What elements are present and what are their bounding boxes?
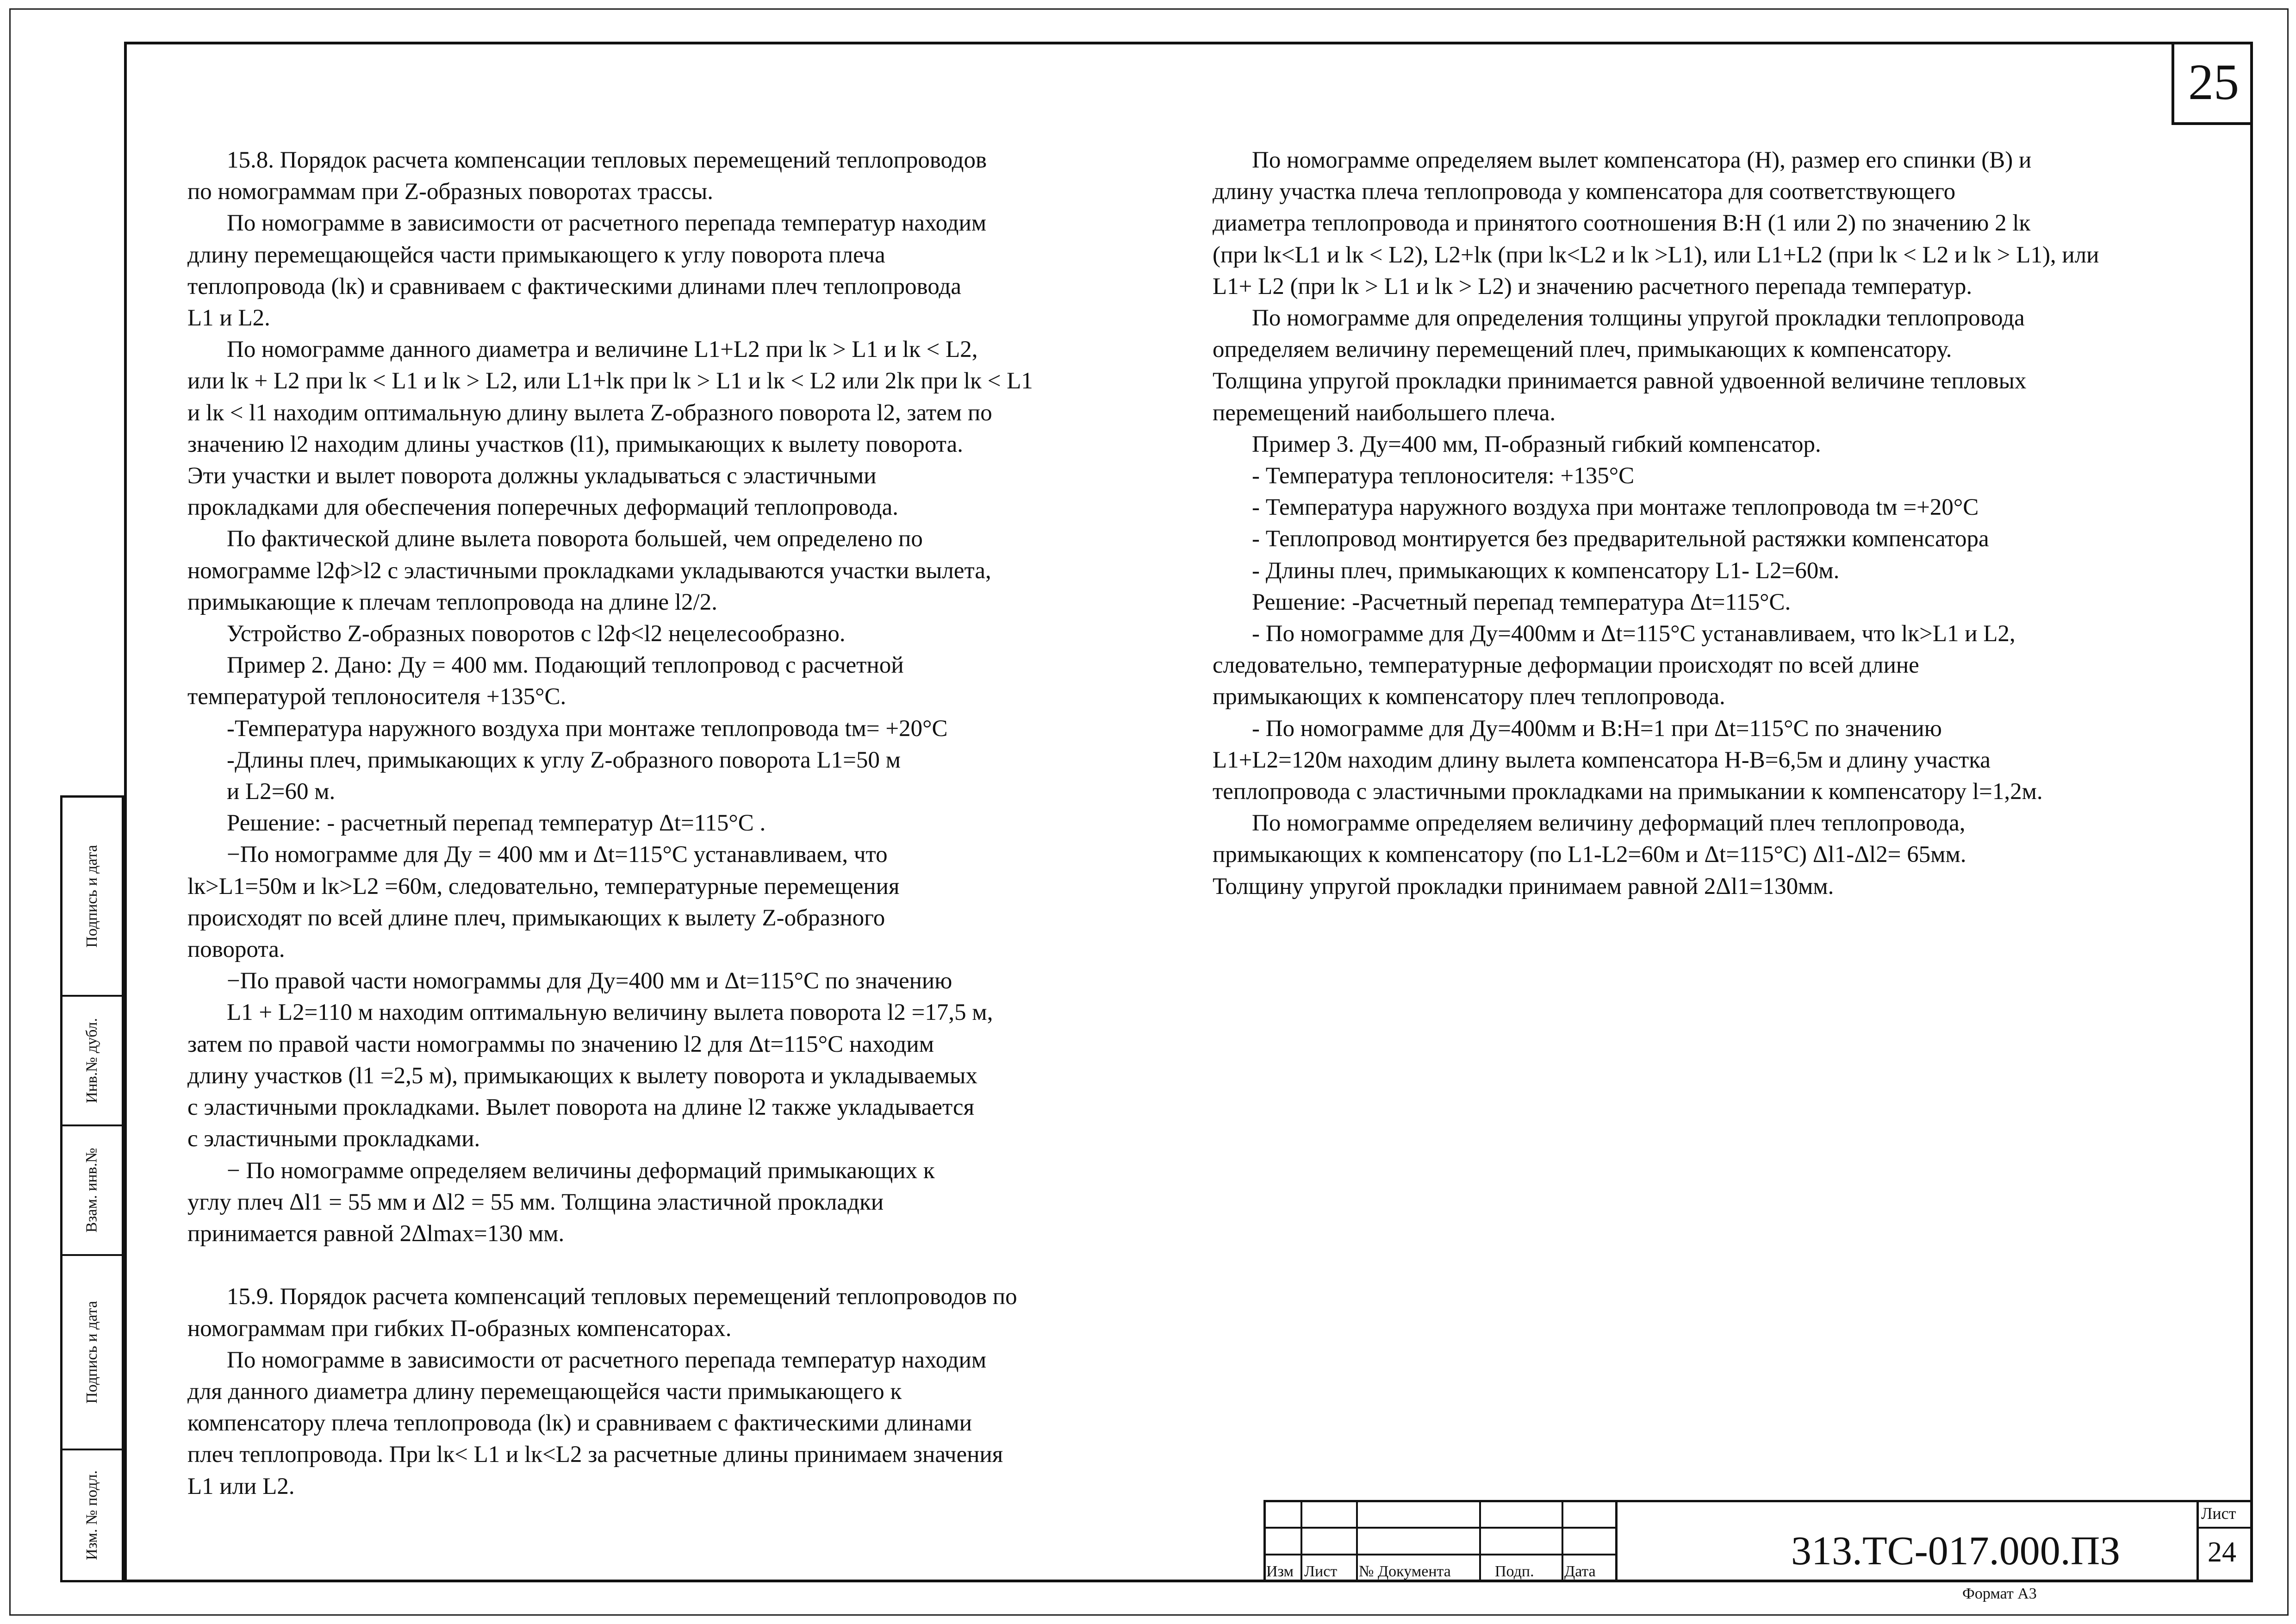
text-line: - По номограмме для Ду=400мм и Δt=115°С устанавливаем, что lк>L1 и L2, (1252, 621, 2016, 647)
right-text-column (1213, 144, 2099, 902)
text-line: - Температура наружного воздуха при монтаже теплопровода tм =+20°С (1252, 494, 1979, 521)
grid-line (1615, 1500, 1618, 1582)
text-line: температурой теплоносителя +135°С. (187, 684, 566, 710)
text-line: 15.9. Порядок расчета компенсаций тепловых перемещений теплопроводов по (227, 1284, 1017, 1310)
col-label-document: № Документа (1359, 1563, 1451, 1580)
binding-strip (60, 795, 124, 1582)
col-label-izm: Изм (1266, 1563, 1294, 1580)
binding-cell (62, 1450, 122, 1580)
text-line: углу плеч Δl1 = 55 мм и Δl2 = 55 мм. Толщина эластичной прокладки (187, 1189, 884, 1215)
col-label-list: Лист (1304, 1563, 1338, 1580)
text-line: lк>L1=50м и lк>L2 =60м, следовательно, температурные перемещения (187, 873, 900, 899)
text-line: примыкающих к компенсатору (по L1-L2=60м и Δt=115°С) Δl1-Δl2= 65мм. (1213, 842, 1966, 868)
grid-line (2196, 1527, 2253, 1529)
grid-line (1562, 1500, 1563, 1582)
binding-cell (62, 997, 122, 1126)
text-line: По номограмме определяем величину деформаций плеч теплопровода, (1252, 810, 1966, 837)
text-line: (при lк<L1 и lк < L2), L2+lк (при lк<L2 и lк >L1), или L1+L2 (при lк < L2 и lк > L1), или (1213, 242, 2099, 268)
text-line: L1 или L2. (187, 1473, 295, 1499)
binding-label: Инв.№ дубл. (83, 1018, 101, 1104)
binding-cell (62, 798, 122, 997)
binding-label: Взам. инв.№ (83, 1148, 101, 1233)
text-line: прокладками для обеспечения поперечных деформаций теплопровода. (187, 494, 899, 521)
text-line: L1 + L2=110 м находим оптимальную величину вылета поворота l2 =17,5 м, (227, 999, 993, 1026)
text-line: - Длины плеч, примыкающих к компенсатору L1- L2=60м. (1252, 557, 1840, 584)
text-line: плеч теплопровода. При lк< L1 и lк<L2 за расчетные длины принимаем значения (187, 1442, 1003, 1468)
grid-line (1615, 1500, 2253, 1502)
text-line: компенсатору плеча теплопровода (lк) и сравниваем с фактическими длинами (187, 1410, 972, 1437)
col-label-date: Дата (1564, 1563, 1596, 1580)
text-line: происходят по всей длине плеч, примыкающих к вылету Z-образного (187, 905, 885, 931)
text-line: - Теплопровод монтируется без предварительной растяжки компенсатора (1252, 526, 1989, 552)
text-line: - Температура теплоносителя: +135°С (1252, 463, 1635, 489)
text-line: -Температура наружного воздуха при монтаже теплопровода tм= +20°С (227, 715, 948, 742)
text-line: 15.8. Порядок расчета компенсации тепловых перемещений теплопроводов (227, 147, 987, 173)
text-line: номограммам при гибких П-образных компенсаторах. (187, 1315, 732, 1342)
text-line: принимается равной 2Δlmax=130 мм. (187, 1220, 565, 1247)
text-line: или lк + L2 при lк < L1 и lк > L2, или L1+lк при lк > L1 и lк < L2 или 2lк при lк < L1 (187, 368, 1033, 394)
text-line: и L2=60 м. (227, 779, 336, 805)
text-line: Решение: - расчетный перепад температур Δt=115°С . (227, 810, 766, 837)
grid-line (1300, 1500, 1302, 1582)
sheet-number: 24 (2208, 1537, 2236, 1568)
text-line: номограмме l2ф>l2 с эластичными прокладками укладываются участки вылета, (187, 557, 991, 584)
text-line: теплопровода с эластичными прокладками на примыкании к компенсатору l=1,2м. (1213, 779, 2043, 805)
text-line: затем по правой части номограммы по значению l2 для Δt=115°С находим (187, 1031, 934, 1057)
text-line: −По правой части номограммы для Ду=400 мм и Δt=115°С по значению (227, 968, 952, 994)
text-line: поворота. (187, 937, 285, 963)
grid-line (1263, 1500, 1266, 1582)
binding-label: Подпись и дата (83, 845, 100, 948)
text-line: примыкающих к компенсатору плеч теплопровода. (1213, 684, 1725, 710)
grid-line (2196, 1500, 2199, 1582)
text-line: примыкающие к плечам теплопровода на длине l2/2. (187, 589, 717, 615)
text-line: По номограмме для определения толщины упругой прокладки теплопровода (1252, 305, 2025, 331)
text-line: перемещений наибольшего плеча. (1213, 400, 1556, 426)
text-line: и lк < l1 находим оптимальную длину вылета Z-образного поворота l2, затем по (187, 400, 992, 426)
text-line: длину перемещающейся части примыкающего к углу поворота плеча (187, 242, 885, 268)
text-line: - По номограмме для Ду=400мм и В:Н=1 при Δt=115°С по значению (1252, 715, 1942, 742)
col-label-signature: Подп. (1495, 1563, 1534, 1580)
text-line: L1 и L2. (187, 305, 270, 331)
text-line: Толщина упругой прокладки принимается равной удвоенной величине тепловых (1213, 368, 2027, 394)
sheet-label: Лист (2201, 1504, 2236, 1523)
text-line: −По номограмме для Ду = 400 мм и Δt=115°С устанавливаем, что (227, 842, 888, 868)
text-line: диаметра теплопровода и принятого соотношения В:Н (1 или 2) по значению 2 lк (1213, 210, 2031, 237)
page-number-top: 25 (2172, 42, 2253, 125)
format-label: Формат А3 (1962, 1585, 2037, 1602)
text-line: для данного диаметра длину перемещающейся части примыкающего к (187, 1378, 902, 1405)
text-line: длину участка плеча теплопровода у компенсатора для соответствующего (1213, 179, 1956, 205)
text-line: с эластичными прокладками. (187, 1126, 480, 1152)
text-line: Эти участки и вылет поворота должны укладываться с эластичными (187, 463, 877, 489)
text-line: По номограмме определяем вылет компенсатора (Н), размер его спинки (В) и (1252, 147, 2032, 173)
title-block (1263, 1500, 2253, 1582)
text-line: Устройство Z-образных поворотов с l2ф<l2 нецелесообразно. (227, 621, 846, 647)
text-line: − По номограмме определяем величины деформаций примыкающих к (227, 1157, 935, 1184)
example-3-heading: Пример 3. Ду=400 мм, П-образный гибкий компенсатор. (1252, 431, 1821, 457)
binding-label: Подпись и дата (83, 1301, 100, 1404)
text-line: следовательно, температурные деформации происходят по всей длине (1213, 652, 1919, 679)
binding-label: Изм. № подл. (83, 1470, 101, 1560)
blank-line (187, 1249, 1033, 1281)
text-line: определяем величину перемещений плеч, примыкающих к компенсатору. (1213, 337, 1952, 363)
text-line: с эластичными прокладками. Вылет поворота на длине l2 также укладывается (187, 1094, 975, 1121)
text-line: теплопровода (lк) и сравниваем с фактическими длинами плеч теплопровода (187, 273, 961, 300)
text-line: -Длины плеч, примыкающих к углу Z-образного поворота L1=50 м (227, 747, 901, 773)
grid-line (1356, 1500, 1358, 1582)
text-line: Толщину упругой прокладки принимаем равной 2Δl1=130мм. (1213, 873, 1834, 899)
text-line: По фактической длине вылета поворота большей, чем определено по (227, 526, 923, 552)
text-line: L1+L2=120м находим длину вылета компенсатора Н-В=6,5м и длину участка (1213, 747, 1991, 773)
text-line: Решение: -Расчетный перепад температура Δt=115°С. (1252, 589, 1791, 615)
text-line: L1+ L2 (при lк > L1 и lк > L2) и значению расчетного перепада температур. (1213, 273, 1972, 300)
example-2-heading: Пример 2. Дано: Ду = 400 мм. Подающий теплопровод с расчетной (227, 652, 904, 679)
text-line: По номограмме данного диаметра и величине L1+L2 при lк > L1 и lк < L2, (227, 337, 978, 363)
left-text-column (187, 144, 1033, 1502)
binding-cell (62, 1126, 122, 1256)
text-line: по номограммам при Z-образных поворотах трассы. (187, 179, 714, 205)
text-line: значению l2 находим длины участков (l1), примыкающих к вылету поворота. (187, 431, 963, 457)
text-line: длину участков (l1 =2,5 м), примыкающих к вылету поворота и укладываемых (187, 1062, 977, 1089)
grid-line (1479, 1500, 1481, 1582)
text-line: По номограмме в зависимости от расчетного перепада температур находим (227, 1347, 987, 1373)
text-line: По номограмме в зависимости от расчетного перепада температур находим (227, 210, 987, 237)
binding-cell (62, 1256, 122, 1450)
document-code: 313.ТС-017.000.ПЗ (1791, 1529, 2121, 1574)
